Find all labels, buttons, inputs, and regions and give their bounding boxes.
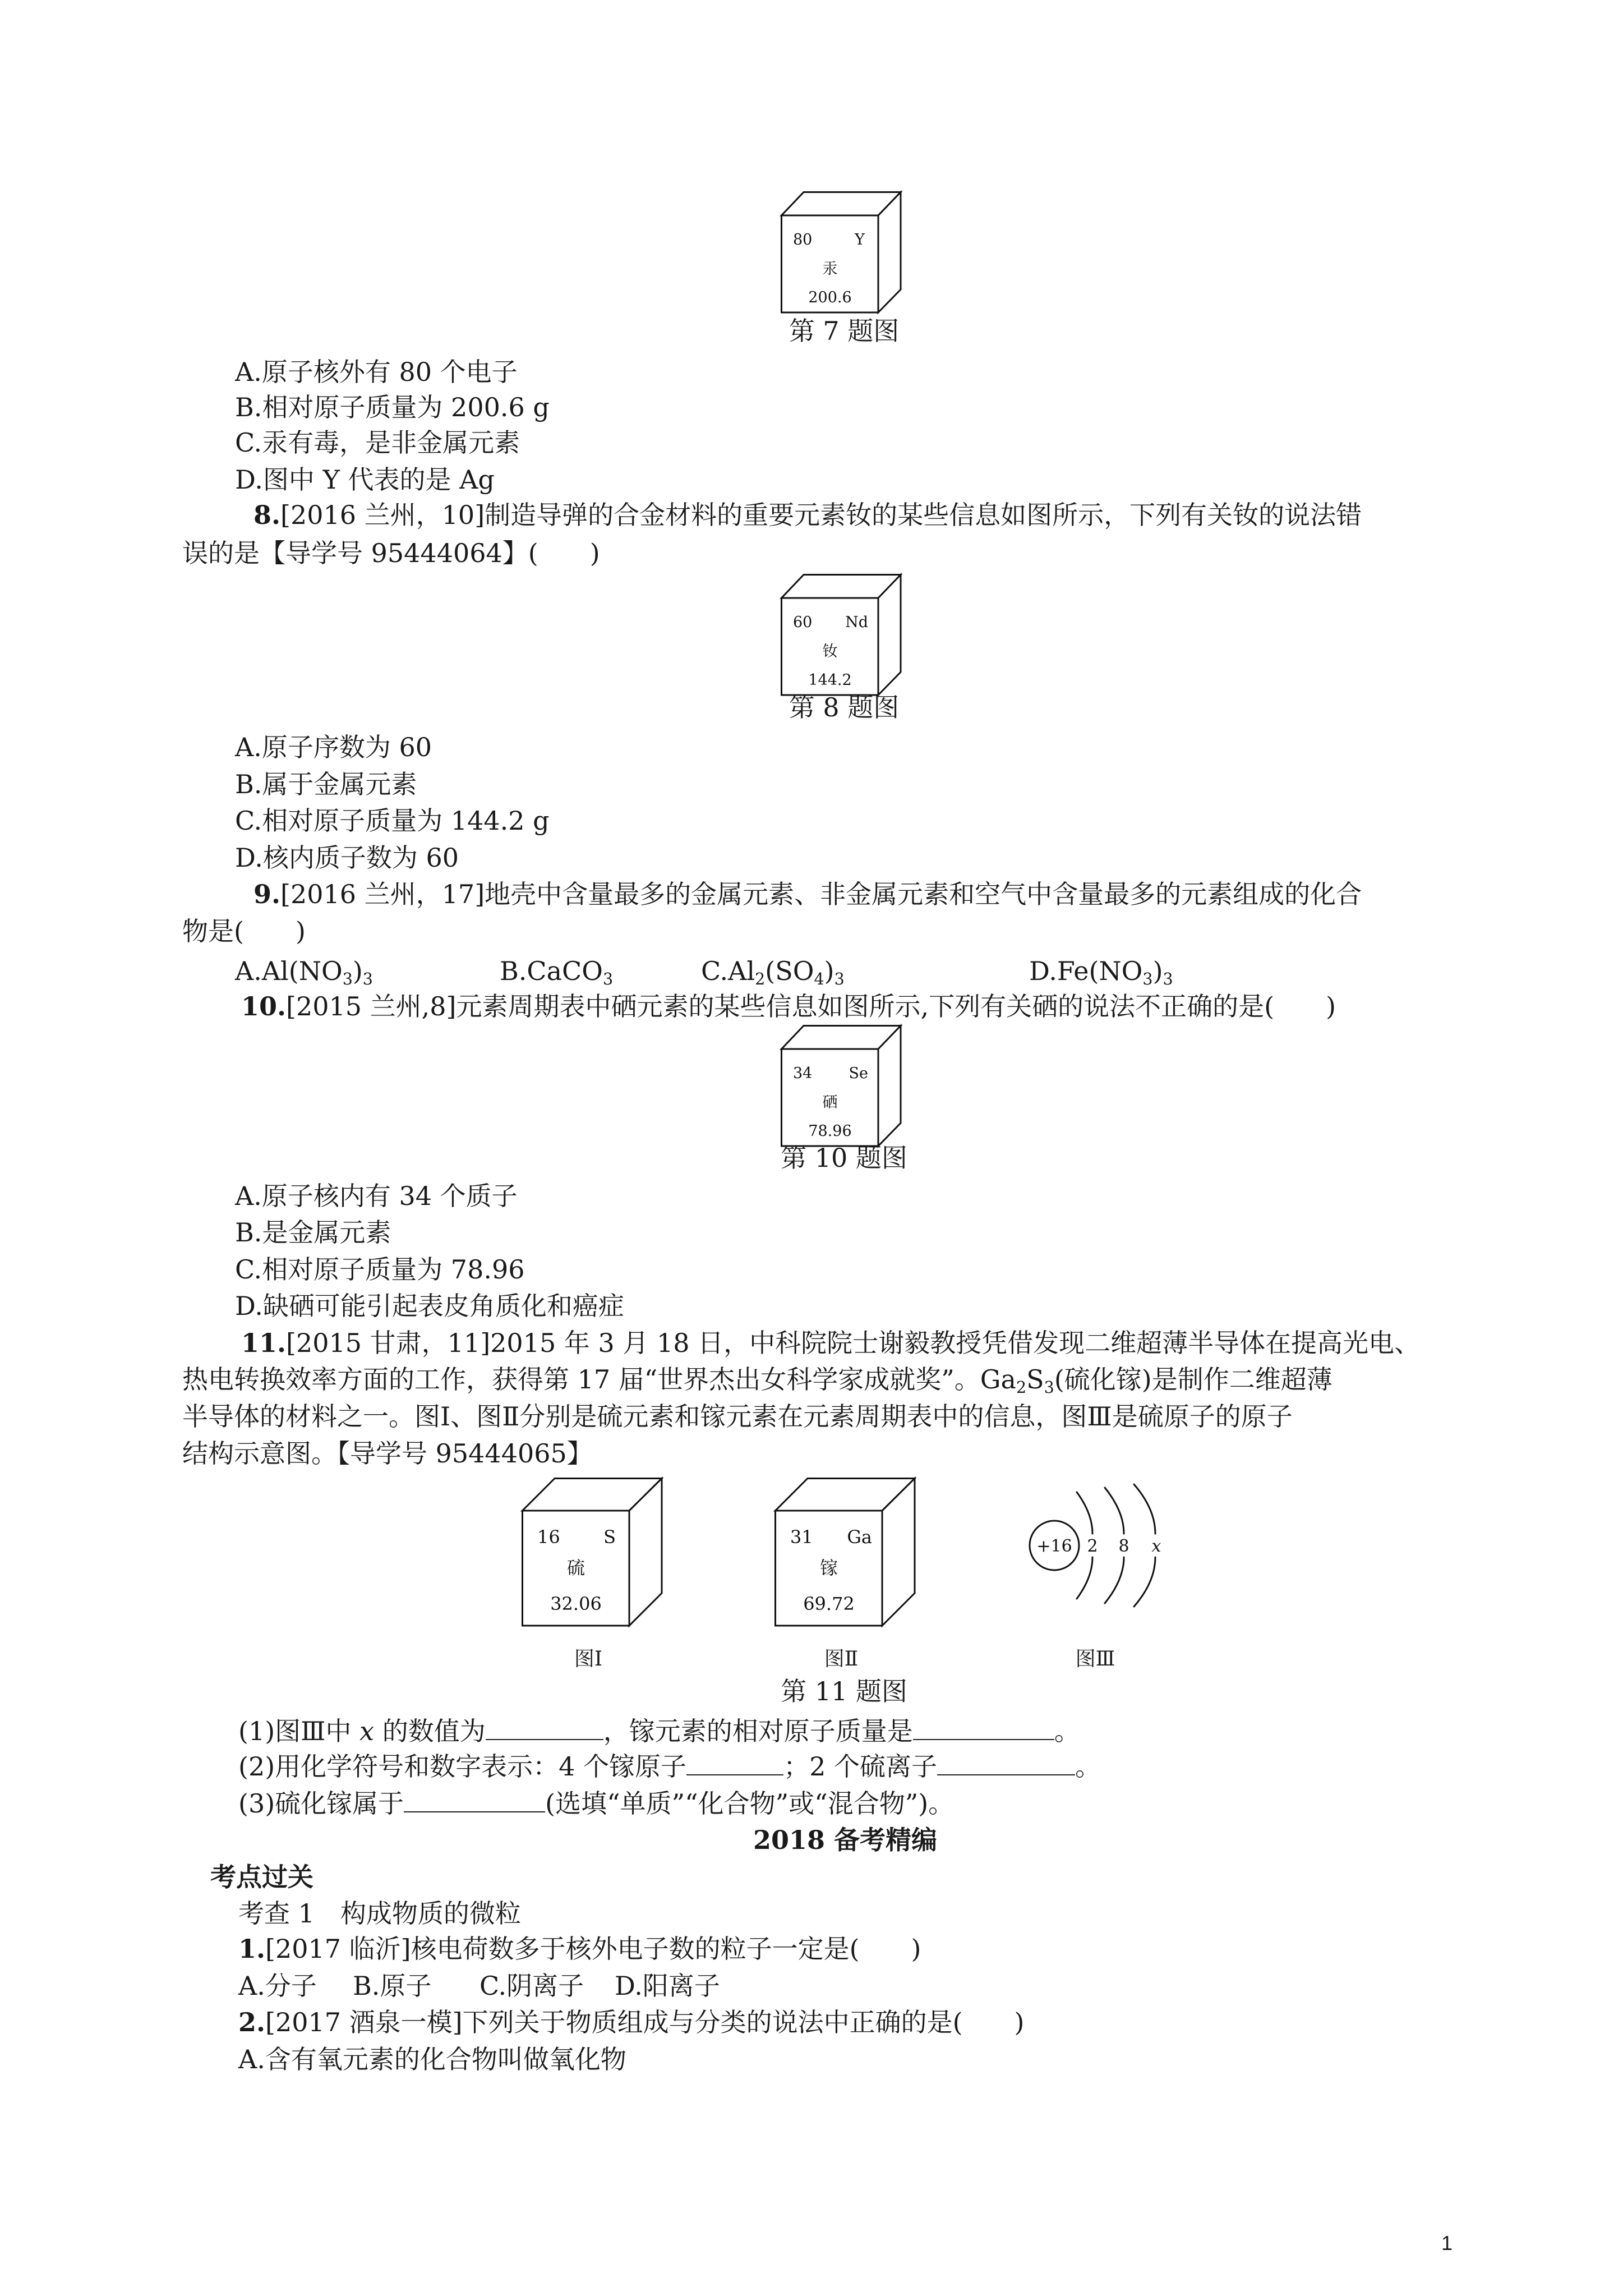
q11-subquestion-3: [238, 1785, 954, 1822]
q11-stem-line2: [182, 1361, 1332, 1398]
answer-blank: [486, 1718, 603, 1740]
question-text: [2017 酒泉一模]下列关于物质组成与分类的说法中正确的是( ): [265, 2007, 1025, 2037]
atomic-number: 16: [537, 1526, 560, 1548]
formula-subscript: 3: [602, 969, 614, 988]
formula-subscript: 4: [814, 969, 824, 988]
section-heading: 考点过关: [210, 1862, 313, 1892]
electron-shell-arc: [1134, 1557, 1155, 1607]
q9-stem-line1: [253, 876, 1362, 913]
q7-option-d: D.图中 Y 代表的是 Ag: [235, 464, 495, 495]
subquestion-text: 。: [1054, 1716, 1080, 1746]
atomic-mass: 144.2: [808, 671, 852, 689]
figure-label-2: 图Ⅱ: [824, 1648, 859, 1671]
question-text: 热电转换效率方面的工作，获得第 17 届“世界杰出女科学家成就奖”。Ga: [182, 1364, 1016, 1395]
topic-heading: 考查 1 构成物质的微粒: [238, 1898, 521, 1929]
question-text: [2015 甘肃，11]2015 年 3 月 18 日，中科院院士谢毅教授凭借发现二维超薄半导体在提高光电、: [286, 1328, 1421, 1358]
answer-blank: [404, 1790, 545, 1812]
formula-subscript: 3: [362, 969, 373, 988]
q10-option-c: C.相对原子质量为 78.96: [235, 1254, 525, 1285]
element-name: 硒: [822, 1094, 838, 1111]
subquestion-text: (3)硫化镓属于: [238, 1788, 404, 1819]
q8-option-b: B.属于金属元素: [235, 769, 417, 799]
question-number: 8.: [253, 500, 281, 530]
q9-option-d: [1029, 953, 1173, 990]
q7-option-a: A.原子核外有 80 个电子: [235, 357, 518, 387]
shell-electron-count: 8: [1118, 1536, 1129, 1556]
q11-stem-line3: 半导体的材料之一。图Ⅰ、图Ⅱ分别是硫元素和镓元素在元素周期表中的信息，图Ⅲ是硫原子的原子: [182, 1401, 1293, 1432]
p1-option-d: D.阳离子: [615, 1971, 720, 2001]
section-title: 2018 备考精编: [753, 1825, 938, 1855]
formula-subscript: 3: [342, 969, 353, 988]
shell-electron-count: x: [1151, 1536, 1161, 1556]
atomic-number: 80: [793, 231, 813, 249]
formula-text: S: [1026, 1364, 1044, 1395]
nuclear-charge: +16: [1036, 1536, 1072, 1556]
electron-shell-arc: [1077, 1557, 1092, 1599]
p1-option-c: C.阴离子: [479, 1971, 584, 2001]
element-card-selenium: [781, 1025, 902, 1147]
formula-text: D.Fe(NO: [1029, 956, 1143, 986]
question-number: 9.: [253, 879, 281, 909]
answer-blank: [913, 1718, 1054, 1740]
p1-option-a: A.分子: [238, 1971, 317, 2001]
atomic-mass: 69.72: [803, 1593, 855, 1614]
atomic-number: 60: [793, 614, 813, 631]
formula-text: B.CaCO: [500, 956, 603, 986]
answer-blank: [937, 1753, 1075, 1775]
shell-electron-count: 2: [1087, 1536, 1098, 1556]
question-text: [2016 兰州，10]制造导弹的合金材料的重要元素钕的某些信息如图所示，下列有关钕的说法错: [280, 500, 1362, 530]
question-text: [2016 兰州，17]地壳中含量最多的金属元素、非金属元素和空气中含量最多的元素组成的化合: [280, 879, 1362, 909]
figure-label-3: 图Ⅲ: [1075, 1648, 1115, 1671]
question-number: 10.: [241, 991, 287, 1022]
answer-blank: [686, 1753, 783, 1775]
electron-shell-arc: [1105, 1557, 1124, 1603]
q11-subquestion-2: [238, 1748, 1101, 1785]
figure-caption: 第 8 题图: [789, 692, 900, 723]
formula-text: (SO: [765, 956, 814, 986]
subquestion-text: 的数值为: [374, 1716, 486, 1746]
element-symbol: Nd: [845, 614, 868, 631]
q10-stem: [241, 988, 1336, 1025]
q8-stem-line2: 误的是【导学号 95444064】( ): [182, 538, 600, 568]
q11-stem-line4: 结构示意图。【导学号 95444065】: [182, 1438, 593, 1469]
formula-text: C.Al: [701, 956, 755, 986]
question-number: 1.: [238, 1934, 266, 1964]
subquestion-text: (选填“单质”“化合物”或“混合物”)。: [545, 1788, 955, 1819]
q7-option-b: B.相对原子质量为 200.6 g: [235, 392, 550, 422]
q7-option-c: C.汞有毒，是非金属元素: [235, 427, 520, 458]
atomic-mass: 78.96: [808, 1122, 852, 1140]
formula-subscript: 3: [1044, 1378, 1054, 1397]
question-text: [2017 临沂]核电荷数多于核外电子数的粒子一定是( ): [265, 1934, 921, 1964]
formula-subscript: 2: [1016, 1378, 1027, 1397]
element-symbol: Ga: [847, 1526, 872, 1548]
element-card-mercury: [781, 191, 902, 314]
element-name: 钕: [822, 643, 838, 660]
q11-subquestion-1: [238, 1713, 1080, 1750]
subquestion-text: (2)用化学符号和数字表示：4 个镓原子: [238, 1751, 687, 1782]
formula-text: ): [1152, 956, 1163, 986]
element-card-neodymium: [781, 574, 902, 696]
variable-x: x: [359, 1716, 375, 1746]
p1-option-b: B.原子: [353, 1971, 432, 2001]
p2-stem: [238, 2004, 1025, 2041]
subquestion-text: (1)图Ⅲ中: [238, 1716, 360, 1746]
p2-option-a: A.含有氧元素的化合物叫做氧化物: [238, 2044, 626, 2074]
atomic-number: 34: [793, 1065, 813, 1082]
electron-shell-arc: [1134, 1484, 1155, 1534]
formula-subscript: 2: [755, 969, 766, 988]
element-symbol: S: [603, 1526, 616, 1548]
q8-option-d: D.核内质子数为 60: [235, 843, 459, 873]
question-text: [2015 兰州,8]元素周期表中硒元素的某些信息如图所示,下列有关硒的说法不正确的是( ): [286, 991, 1336, 1022]
element-symbol: Se: [849, 1065, 868, 1082]
atomic-mass: 200.6: [808, 289, 852, 306]
subquestion-text: ，镓元素的相对原子质量是: [603, 1716, 913, 1746]
atomic-mass: 32.06: [550, 1593, 602, 1614]
question-text: (硫化镓)是制作二维超薄: [1054, 1364, 1332, 1395]
question-number: 2.: [238, 2007, 266, 2037]
formula-subscript: 3: [834, 969, 845, 988]
atomic-number: 31: [790, 1526, 813, 1548]
formula-subscript: 3: [1163, 969, 1173, 988]
element-symbol: Y: [855, 231, 865, 249]
q10-option-d: D.缺硒可能引起表皮角质化和癌症: [235, 1291, 624, 1321]
formula-subscript: 3: [1142, 969, 1153, 988]
q8-option-a: A.原子序数为 60: [235, 732, 432, 762]
figure-caption: 第 10 题图: [781, 1143, 907, 1173]
q11-stem-line1: [241, 1324, 1420, 1361]
element-card-gallium: [774, 1478, 916, 1627]
q10-option-a: A.原子核内有 34 个质子: [235, 1181, 518, 1211]
q10-option-b: B.是金属元素: [235, 1217, 391, 1248]
electron-shell-arc: [1077, 1492, 1092, 1534]
atom-structure-diagram: [1021, 1481, 1172, 1613]
q9-stem-line2: 物是( ): [182, 916, 306, 946]
figure-caption: 第 7 题图: [789, 316, 900, 346]
element-name: 硫: [566, 1557, 585, 1579]
element-name: 镓: [819, 1557, 838, 1579]
subquestion-text: ；2 个硫离子: [783, 1751, 937, 1782]
q8-option-c: C.相对原子质量为 144.2 g: [235, 806, 550, 836]
element-card-sulfur: [522, 1478, 663, 1627]
page-number: 1: [1441, 2231, 1453, 2254]
formula-text: A.Al(NO: [235, 956, 343, 986]
element-name: 汞: [822, 260, 838, 278]
figure-label-1: 图Ⅰ: [574, 1648, 603, 1671]
subquestion-text: 。: [1075, 1751, 1101, 1782]
electron-shell-arc: [1105, 1488, 1124, 1534]
formula-text: ): [352, 956, 363, 986]
q9-option-a: [235, 953, 373, 990]
question-number: 11.: [241, 1328, 287, 1358]
p1-stem: [238, 1930, 921, 1967]
q9-option-c: [701, 953, 845, 990]
q8-stem-line1: [253, 496, 1362, 533]
q9-option-b: [500, 953, 613, 990]
formula-text: ): [824, 956, 834, 986]
figure-caption: 第 11 题图: [781, 1676, 907, 1706]
